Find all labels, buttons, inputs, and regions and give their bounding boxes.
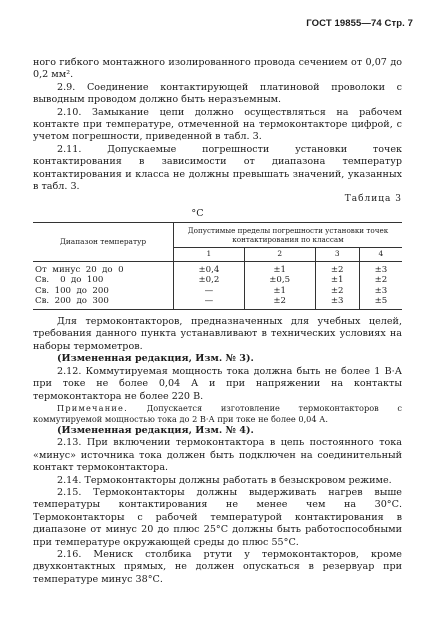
cell-range: Св. 100 до 200 bbox=[33, 286, 174, 297]
document-body bbox=[33, 57, 402, 586]
page-header: ГОСТ 19855—74 Стр. 7 bbox=[306, 18, 413, 29]
cell-class-3: ±3 bbox=[315, 296, 359, 309]
cell-class-2: ±1 bbox=[244, 261, 315, 275]
cell-class-4: ±2 bbox=[374, 275, 388, 286]
note-text: Допускается изготовление термоконтакторов с коммутируемой мощностью тока до 2 В·А при токе не более 0,04 А. bbox=[33, 402, 402, 424]
column-header-class-1: 1 bbox=[174, 248, 245, 261]
tolerance-table bbox=[33, 222, 402, 310]
cell-class-1: — bbox=[174, 296, 245, 309]
paragraph-2-13: 2.13. При включении термоконтактора в цепь постоянного тока «минус» источника тока должен быть подключен на соединительный контакт термоконтактора. bbox=[33, 437, 402, 474]
column-header-class-4: 4 bbox=[359, 248, 402, 261]
paragraph-2-15: 2.15. Термоконтакторы должны выдерживать нагрев выше температуры контактирования не менее чем на 30°С. Термоконтакторы с рабочей температурой контактирования в диапазоне от минус 20 до плюс 25°С должны быть работоспособными при температуре окружающей среды до плюс 55°С. bbox=[33, 486, 402, 548]
column-header-tolerance-group: Допустимые пределы погрешности установки точек контактирования по классам bbox=[174, 223, 403, 248]
paragraph-2-11: 2.11. Допускаемые погрешности установки точек контактирования в зависимости от диапазона температур контактирования и класса не должны превышать значений, указанных в табл. 3. bbox=[33, 143, 402, 193]
cell-class-2: ±0,5 bbox=[244, 275, 315, 286]
amendment-note-3: (Измененная редакция, Изм. № 3). bbox=[57, 353, 254, 365]
cell-class-3: ±2 bbox=[315, 261, 359, 275]
note-label: Примечание. bbox=[57, 402, 128, 413]
paragraph-2-14: 2.14. Термоконтакторы должны работать в безыскровом режиме. bbox=[57, 474, 392, 486]
cell-class-1: ±0,2 bbox=[174, 275, 245, 286]
table-row bbox=[33, 296, 402, 309]
cell-class-4: ±3 bbox=[374, 264, 388, 275]
paragraph-2-12: 2.12. Коммутируемая мощность тока должна быть не более 1 В·А при токе не более 0,04 А и при напряжении на контакты термоконтактора не более 220 В. bbox=[33, 365, 402, 402]
cell-class-4: ±5 bbox=[359, 296, 402, 309]
column-header-class-2: 2 bbox=[244, 248, 315, 261]
column-header-range: Диапазон температур bbox=[33, 223, 174, 261]
paragraph-educational: Для термоконтакторов, предназначенных для учебных целей, требования данного пункта устанавливают в технических условиях на наборы термометров. bbox=[33, 316, 402, 352]
table-row bbox=[33, 286, 402, 297]
paragraph-2-9: 2.9. Соединение контактирующей платиновой проволоки с выводным проводом должно быть неразъемным. bbox=[33, 81, 402, 106]
amendment-note-4: (Измененная редакция, Изм. № 4). bbox=[57, 424, 254, 436]
cell-range: Св. 200 до 300 bbox=[33, 296, 174, 309]
cell-class-1: — bbox=[174, 286, 245, 297]
paragraph-continuation: ного гибкого монтажного изолированного провода сечением от 0,07 до 0,2 мм². bbox=[33, 57, 402, 81]
paragraph-2-16: 2.16. Мениск столбика ртути у термоконтакторов, кроме двухконтактных прямых, не должен опускаться в резервуар при температуре минус 38°С. bbox=[33, 548, 402, 585]
table-unit: °С bbox=[191, 207, 204, 219]
table-row bbox=[33, 275, 402, 286]
cell-class-3: ±2 bbox=[315, 286, 359, 297]
cell-class-3: ±1 bbox=[315, 275, 359, 286]
cell-range: От минус 20 до 0 bbox=[33, 261, 174, 275]
table-row bbox=[33, 261, 402, 275]
cell-class-1: ±0,4 bbox=[174, 261, 245, 275]
table-caption: Таблица 3 bbox=[344, 194, 402, 205]
paragraph-2-10: 2.10. Замыкание цепи должно осуществляться на рабочем контакте при температуре, отмеченной на термоконтакторе цифрой, с учетом погрешности, приведенной в табл. 3. bbox=[33, 106, 402, 143]
note bbox=[33, 403, 402, 425]
cell-range: Св. 0 до 100 bbox=[33, 275, 174, 286]
cell-class-2: ±1 bbox=[244, 286, 315, 297]
tolerance-table-wrap bbox=[33, 222, 402, 310]
column-header-class-3: 3 bbox=[315, 248, 359, 261]
cell-class-4: ±3 bbox=[374, 285, 388, 296]
cell-class-2: ±2 bbox=[244, 296, 315, 309]
